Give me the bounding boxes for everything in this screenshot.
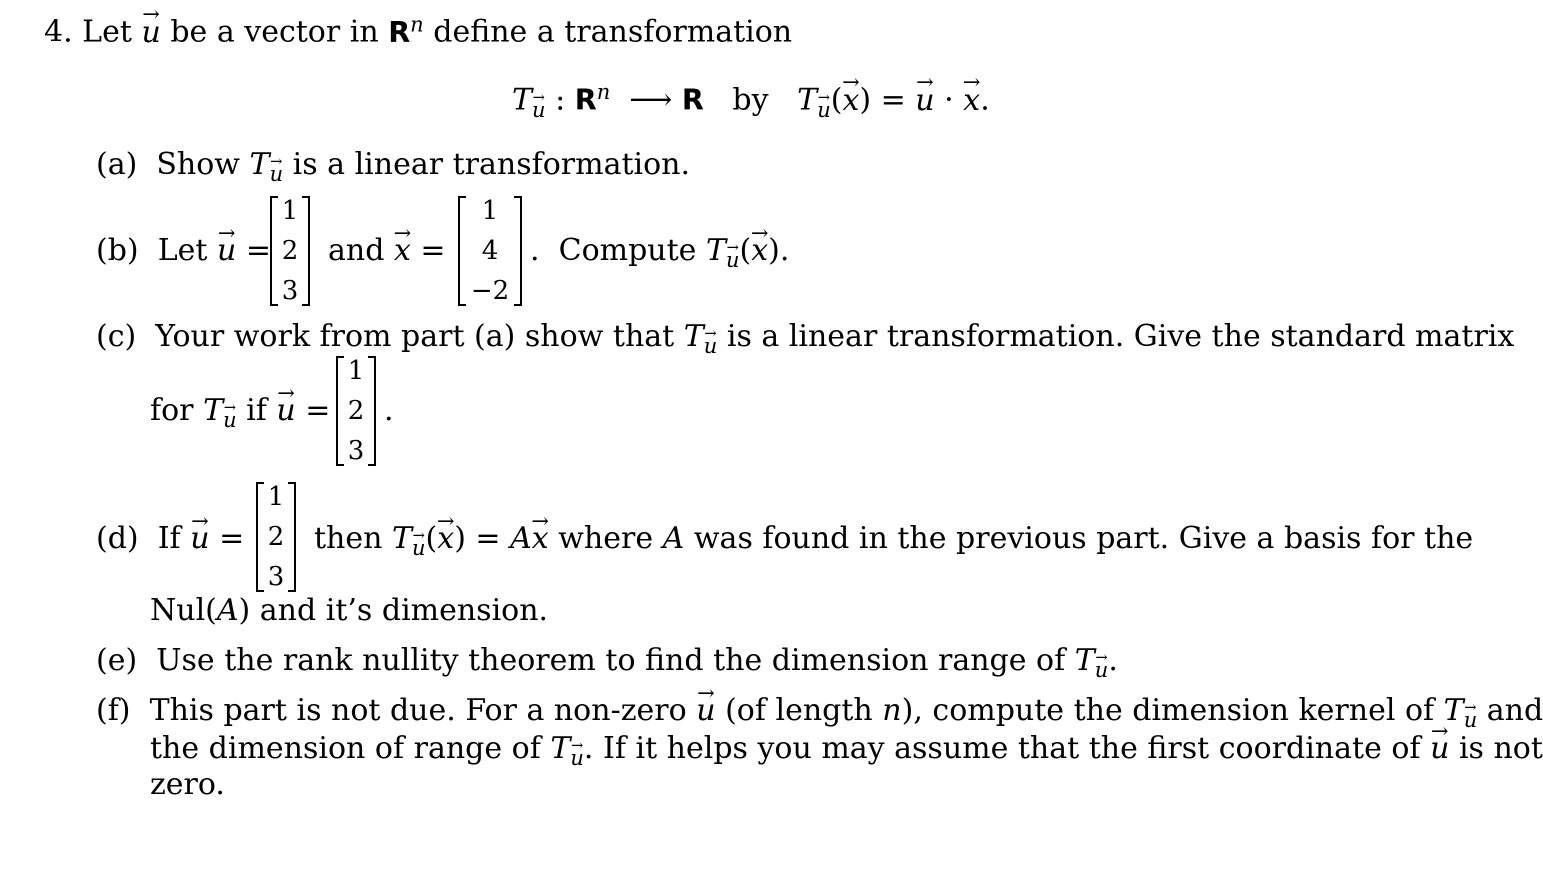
part-f-line3: zero. (150, 767, 225, 802)
part-f-line1: (f) This part is not due. For a non-zero → u (of length n), compute the dimension kernel of T→ $_u$ and (96, 696, 1543, 731)
part-c-label: (c) (96, 319, 137, 354)
part-b: (b) Let → u = (96, 236, 271, 266)
part-c-line1: (c) Your work from part (a) show that T→ $_u$ is a linear transformation. Give the standard matrix (96, 322, 1514, 357)
part-d-line2: Nul(A) and it’s dimension. (150, 593, 549, 628)
problem-number: 4. (44, 14, 73, 50)
part-d-line1: (d) If → u = (96, 524, 244, 554)
part-a-label: (a) (96, 147, 138, 182)
problem-intro: 4. Let → u be a vector in $R^n$ define a transformation (44, 14, 792, 48)
part-f-line2: the dimension of range of T→ $_u$. If it helps you may assume that the first coordinate of → u is not (150, 734, 1543, 769)
part-e: (e) Use the rank nullity theorem to find the dimension range of T→ $_u$. (96, 646, 1118, 681)
part-b-u-matrix: 1 2 3 (270, 196, 310, 306)
display-equation: T→ $_u$ : $R^n$ ⟶ R by T→ $_u$(→ x) = → u · → x. (512, 82, 990, 121)
part-b-x-matrix: 1 4 −2 (458, 196, 522, 306)
part-a: (a) Show T→ $_u$ is a linear transformation. (96, 150, 690, 185)
vector-u: → u (141, 18, 160, 48)
part-d-label: (d) (96, 521, 139, 556)
part-c-u-matrix: 1 2 3 (336, 356, 376, 466)
part-b-label: (b) (96, 233, 139, 268)
part-f-label: (f) (96, 693, 131, 728)
part-c-line2: for T→ $_u$ if → u = (150, 396, 330, 431)
part-e-label: (e) (96, 643, 138, 678)
part-d-u-matrix: 1 2 3 (256, 482, 296, 592)
